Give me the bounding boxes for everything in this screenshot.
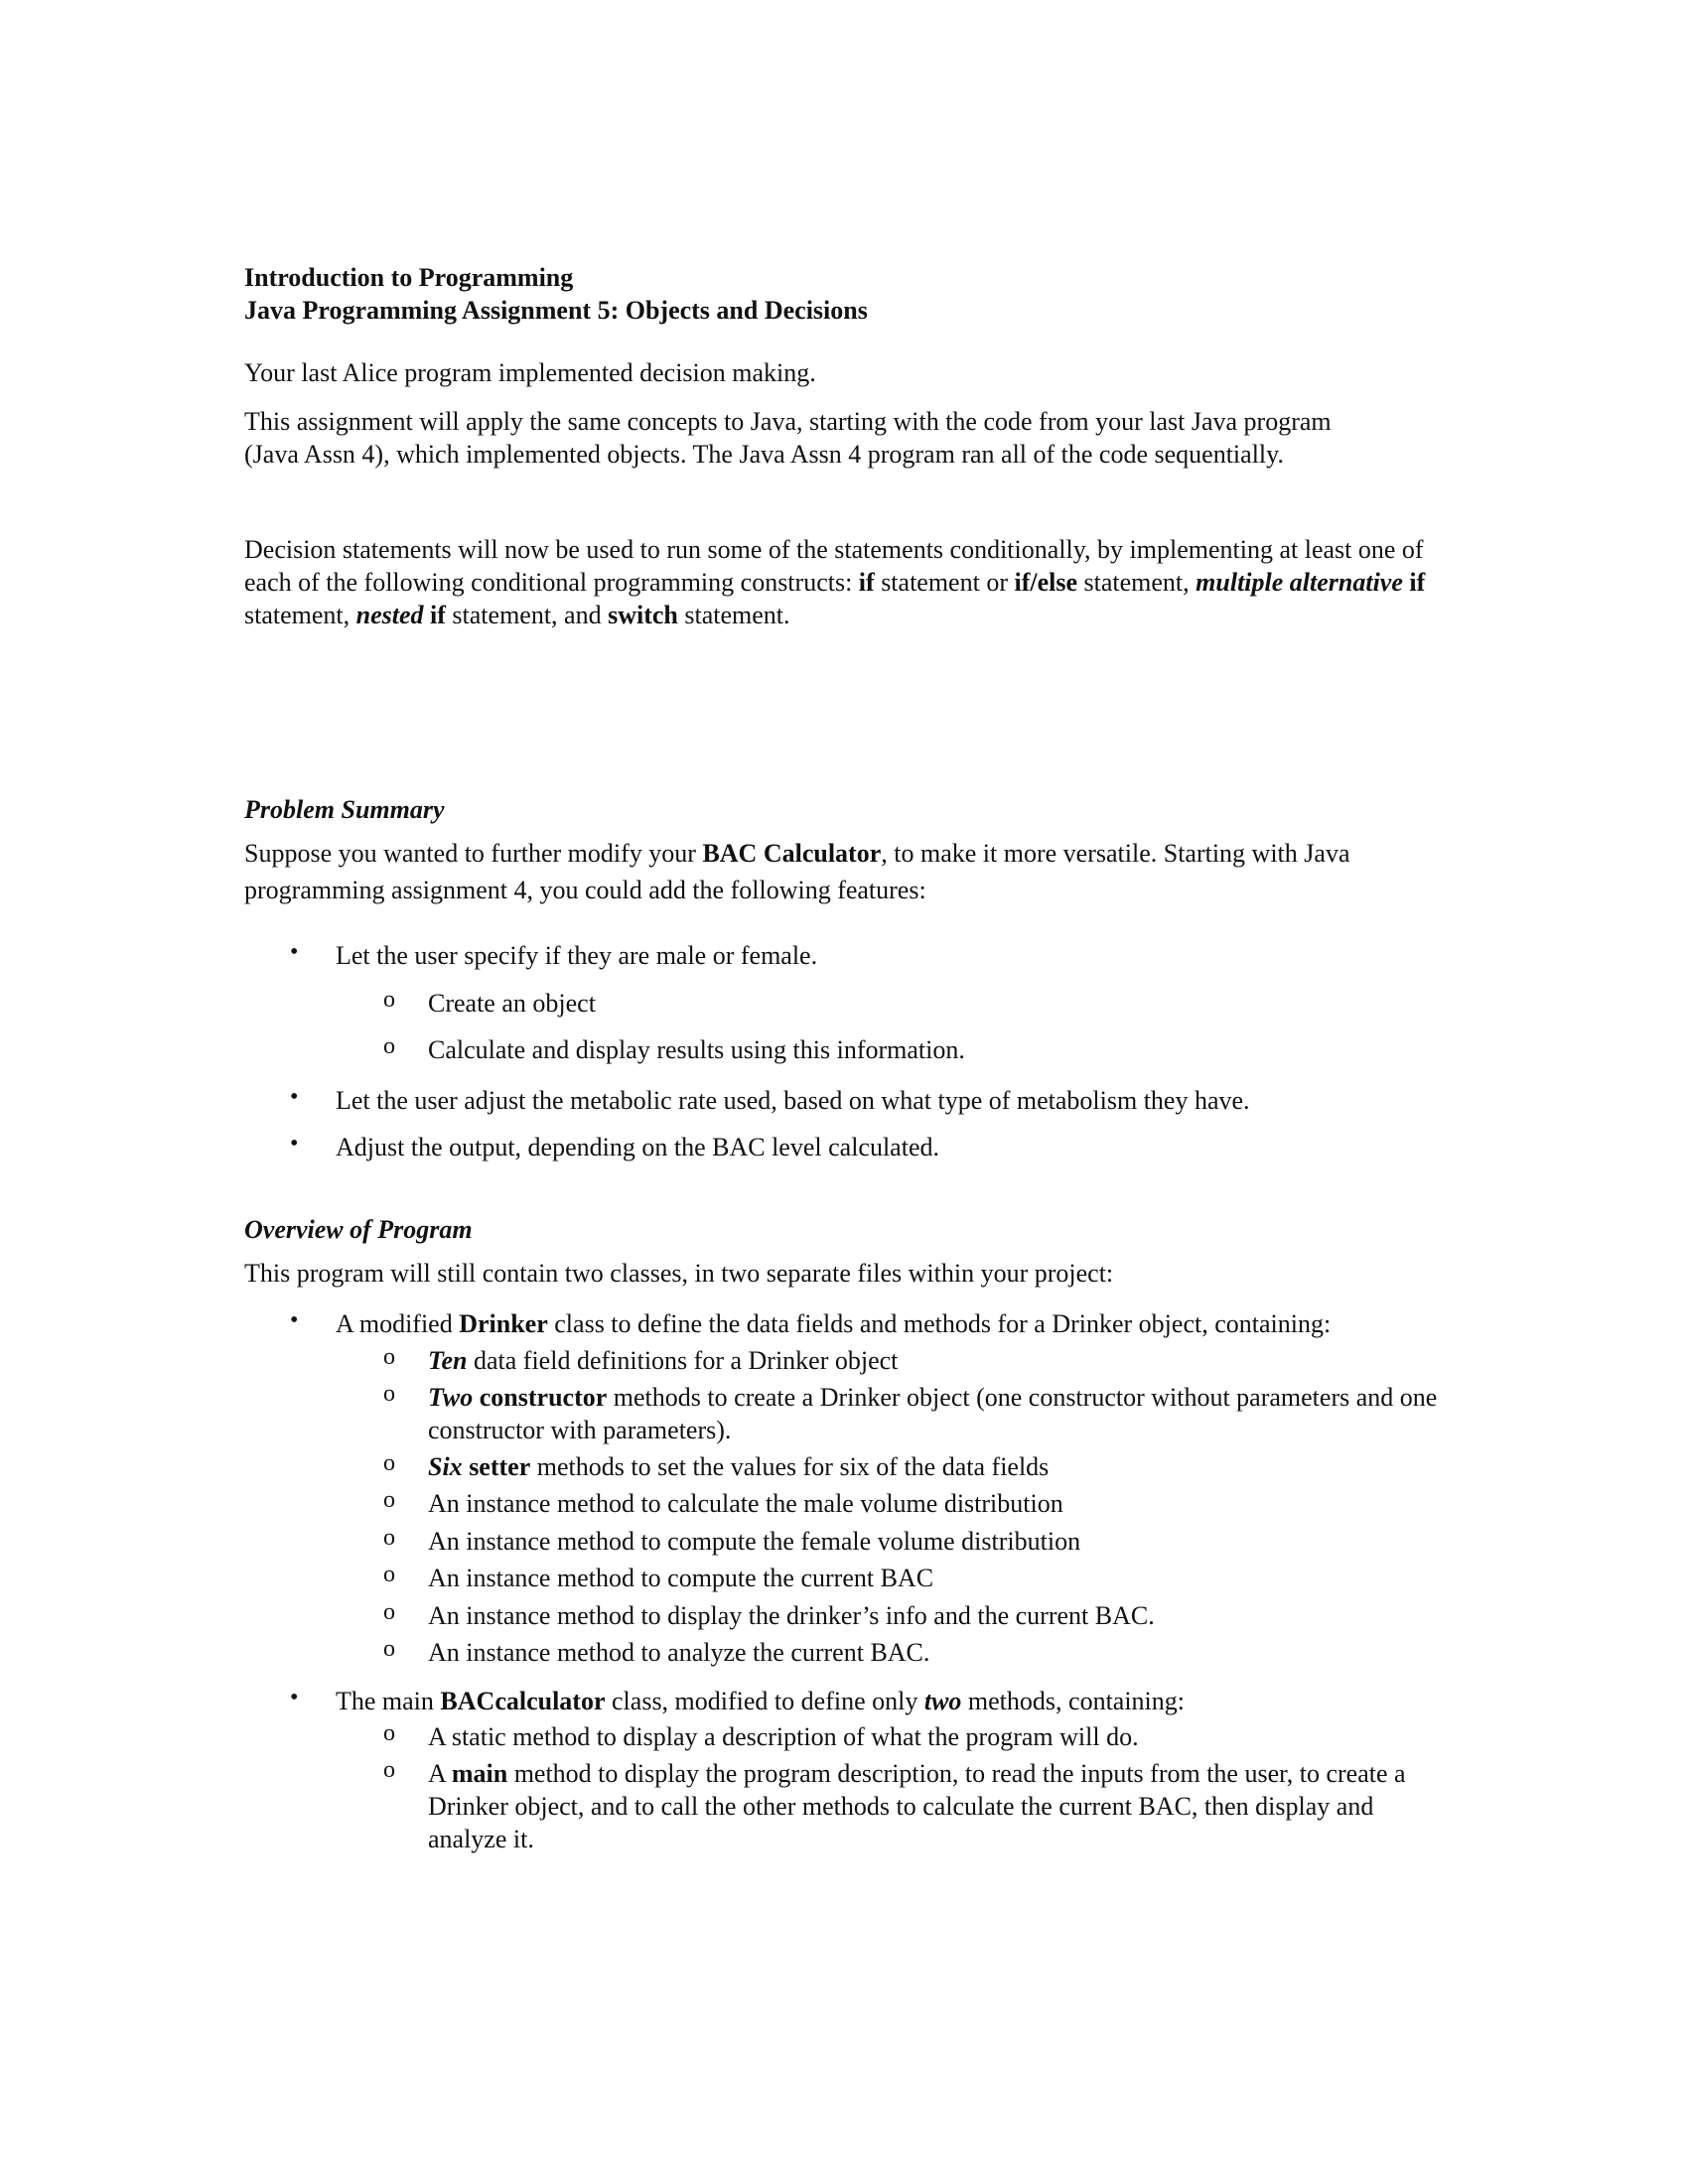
text-run: method to display the program description, to read the inputs from the user, to create a Drinker object, and to call the other methods to calculate the current BAC, then display and analyze it. xyxy=(428,1759,1406,1853)
keyword-if-else: if/else xyxy=(1014,568,1078,597)
keyword-setter: setter xyxy=(469,1452,531,1481)
circle-bullet-icon: o xyxy=(383,1720,395,1746)
text-run: A modified xyxy=(336,1309,460,1338)
keyword-if: if xyxy=(858,568,875,597)
circle-bullet-icon: o xyxy=(383,1450,395,1476)
drinker-subitem-5: An instance method to compute the female volume distribution xyxy=(428,1527,1081,1556)
text-run: methods to set the values for six of the data fields xyxy=(530,1452,1050,1481)
text-run: statement, and xyxy=(445,601,609,629)
text-run: data field definitions for a Drinker object xyxy=(467,1346,899,1375)
circle-bullet-icon: o xyxy=(383,1033,395,1059)
feature-subitem-1: Create an object xyxy=(428,989,596,1018)
feature-subitem-2: Calculate and display results using this information. xyxy=(428,1035,965,1064)
intro-paragraph-2: This assignment will apply the same concepts to Java, starting with the code from your last Java program (Java Assn 4), which implemented objects. The Java Assn 4 program ran all of the code sequentially. xyxy=(244,407,1332,469)
text-run: A xyxy=(428,1759,452,1788)
drinker-subitem-8: An instance method to analyze the current BAC. xyxy=(428,1638,930,1667)
emphasis-two: two xyxy=(923,1687,962,1715)
overview-intro: This program will still contain two classes, in two separate files within your project: xyxy=(244,1259,1114,1288)
text-run: statement, xyxy=(244,601,356,629)
text-run: , to make it more versatile. Starting with Java programming assignment 4, you could add the following features: xyxy=(244,839,1350,904)
drinker-subitem-4: An instance method to calculate the male volume distribution xyxy=(428,1489,1063,1518)
feature-item-3: Adjust the output, depending on the BAC level calculated. xyxy=(336,1133,939,1161)
bullet-icon: • xyxy=(290,1131,299,1157)
circle-bullet-icon: o xyxy=(383,1487,395,1513)
feature-item-2: Let the user adjust the metabolic rate used, based on what type of metabolism they have. xyxy=(336,1086,1250,1115)
assignment-title: Java Programming Assignment 5: Objects and Decisions xyxy=(244,296,868,325)
circle-bullet-icon: o xyxy=(383,987,395,1013)
drinker-subitem-6: An instance method to compute the current BAC xyxy=(428,1564,934,1592)
text-run: Suppose you wanted to further modify your xyxy=(244,839,703,868)
bac-subitem-2 xyxy=(428,1757,1446,1855)
text-run: class to define the data fields and methods for a Drinker object, containing: xyxy=(547,1309,1332,1338)
keyword-if: if xyxy=(1409,568,1426,597)
keyword-bac-calculator: BAC Calculator xyxy=(702,839,882,868)
drinker-class-item xyxy=(336,1307,1446,1340)
text-run: Decision statements will now be used to run some of the statements conditionally, by implementing at least one of each of the following conditional programming constructs: xyxy=(244,535,1424,597)
circle-bullet-icon: o xyxy=(383,1636,395,1662)
bac-subitem-1: A static method to display a description of what the program will do. xyxy=(428,1722,1139,1751)
problem-summary-heading: Problem Summary xyxy=(244,795,445,824)
circle-bullet-icon: o xyxy=(383,1599,395,1625)
circle-bullet-icon: o xyxy=(383,1525,395,1551)
circle-bullet-icon: o xyxy=(383,1757,395,1783)
keyword-nested: nested xyxy=(355,601,424,629)
drinker-subitem-3 xyxy=(428,1450,1446,1483)
circle-bullet-icon: o xyxy=(383,1381,395,1407)
emphasis-two: Two xyxy=(428,1383,474,1412)
overview-heading: Overview of Program xyxy=(244,1215,473,1244)
text-run: methods to create a Drinker object (one constructor without parameters and one constructor with parameters). xyxy=(428,1383,1438,1444)
circle-bullet-icon: o xyxy=(383,1562,395,1587)
text-run: statement. xyxy=(677,601,790,629)
text-run: statement or xyxy=(874,568,1015,597)
intro-paragraph-3 xyxy=(244,533,1451,631)
emphasis-ten: Ten xyxy=(428,1346,468,1375)
circle-bullet-icon: o xyxy=(383,1344,395,1370)
keyword-constructor: constructor xyxy=(479,1383,608,1412)
feature-item-1: Let the user specify if they are male or female. xyxy=(336,941,818,970)
text-run: statement, xyxy=(1077,568,1196,597)
bullet-icon: • xyxy=(290,1084,299,1110)
keyword-main: main xyxy=(451,1759,508,1788)
text-run: methods, containing: xyxy=(961,1687,1186,1715)
bullet-icon: • xyxy=(290,1685,299,1710)
drinker-subitem-7: An instance method to display the drinker’s info and the current BAC. xyxy=(428,1601,1155,1630)
text-run: class, modified to define only xyxy=(605,1687,924,1715)
drinker-subitem-2 xyxy=(428,1381,1446,1446)
problem-summary-paragraph xyxy=(244,835,1436,908)
course-title: Introduction to Programming xyxy=(244,263,574,292)
keyword-multiple-alternative: multiple alternative xyxy=(1196,568,1403,597)
bac-calculator-class-item xyxy=(336,1685,1446,1717)
drinker-subitem-1 xyxy=(428,1344,1446,1377)
bullet-icon: • xyxy=(290,1307,299,1333)
keyword-baccalculator: BACcalculator xyxy=(440,1687,606,1715)
text-run: The main xyxy=(336,1687,441,1715)
keyword-drinker: Drinker xyxy=(459,1309,548,1338)
keyword-if: if xyxy=(430,601,446,629)
keyword-switch: switch xyxy=(608,601,678,629)
emphasis-six: Six xyxy=(428,1452,463,1481)
bullet-icon: • xyxy=(290,939,299,965)
intro-paragraph-1: Your last Alice program implemented decision making. xyxy=(244,358,816,387)
